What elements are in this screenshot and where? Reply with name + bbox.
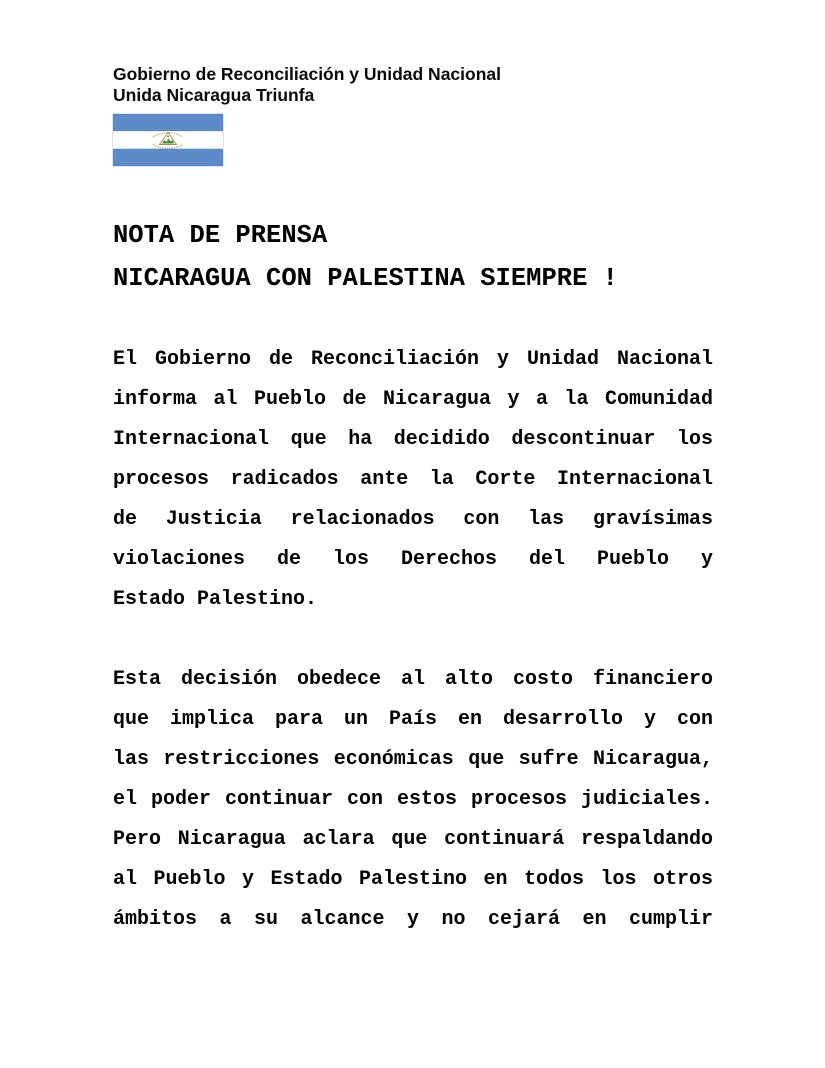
paragraph-line: el poder continuar con estos procesos judiciales. — [113, 788, 713, 811]
paragraph-line: Estado Palestino. — [113, 588, 318, 611]
paragraph-line: El Gobierno de Reconciliación y Unidad Nacional — [113, 348, 713, 371]
paragraph-line: ámbitos a su alcance y no cejará en cumplir — [113, 908, 713, 931]
paragraph-line: Pero Nicaragua aclara que continuará respaldando — [113, 828, 713, 851]
paragraph-line: violaciones de los Derechos del Pueblo y — [113, 548, 713, 571]
document-body — [113, 340, 713, 940]
paragraph-1 — [113, 340, 713, 620]
flag-stripe-bottom — [113, 149, 223, 166]
paragraph-line: que implica para un País en desarrollo y con — [113, 708, 713, 731]
org-name-line1: Gobierno de Reconciliación y Unidad Nacional — [113, 64, 501, 84]
paragraph-2 — [113, 660, 713, 940]
paragraph-line: al Pueblo y Estado Palestino en todos los otros — [113, 868, 713, 891]
press-note-title: NOTA DE PRENSA — [113, 221, 328, 250]
org-name-line2: Unida Nicaragua Triunfa — [113, 85, 315, 105]
flag-stripe-top — [113, 114, 223, 131]
document-letterhead — [113, 64, 713, 106]
paragraph-line: informa al Pueblo de Nicaragua y a la Comunidad — [113, 388, 713, 411]
paragraph-line: procesos radicados ante la Corte Internacional — [113, 468, 713, 491]
nicaragua-flag-icon — [113, 114, 223, 166]
paragraph-line: de Justicia relacionados con las gravísimas — [113, 508, 713, 531]
paragraph-line: Esta decisión obedece al alto costo financiero — [113, 668, 713, 691]
paragraph-line: las restricciones económicas que sufre Nicaragua, — [113, 748, 713, 771]
document-content — [113, 0, 713, 940]
paragraph-line: Internacional que ha decidido descontinuar los — [113, 428, 713, 451]
press-note-titles — [113, 214, 713, 300]
press-note-subtitle: NICARAGUA CON PALESTINA SIEMPRE ! — [113, 264, 618, 293]
